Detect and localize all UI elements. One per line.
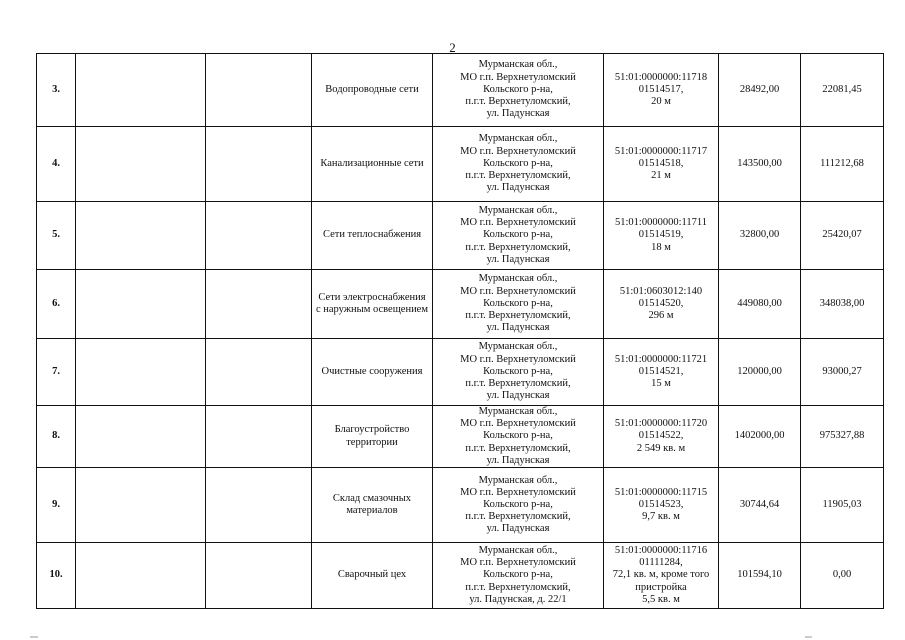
address-cell-line: ул. Падунская [486, 454, 550, 466]
cadastral-cell [604, 270, 719, 339]
address-cell-line: МО г.п. Верхнетуломский [460, 353, 576, 365]
book-value-cell: 143500,00 [719, 127, 801, 202]
cadastral-cell [604, 468, 719, 543]
empty-cell [76, 54, 206, 127]
object-name-cell: Канализационные сети [312, 127, 433, 202]
empty-cell [206, 202, 312, 270]
address-cell-line: п.г.т. Верхнетуломский, [465, 96, 571, 108]
address-cell-line: п.г.т. Верхнетуломский, [465, 511, 571, 523]
address-cell-line: МО г.п. Верхнетуломский [460, 486, 576, 498]
address-cell-line: Кольского р-на, [483, 297, 553, 309]
table-row [37, 406, 884, 468]
address-cell-line: ул. Падунская [486, 390, 550, 402]
cadastral-cell-line: 01514518, [638, 157, 684, 169]
address-cell [433, 406, 604, 468]
book-value-cell: 449080,00 [719, 270, 801, 339]
address-cell-line: Мурманская обл., [478, 204, 558, 216]
cadastral-cell-line: 51:01:0000000:11720 [614, 418, 708, 430]
address-cell-line: МО г.п. Верхнетуломский [460, 145, 576, 157]
cadastral-cell-line: 9,7 кв. м [642, 511, 680, 523]
cadastral-cell-line: 01514517, [638, 83, 684, 95]
row-number-cell: 5. [37, 202, 76, 270]
table-row [37, 468, 884, 543]
object-name-cell: Водопроводные сети [312, 54, 433, 127]
address-cell-line: Мурманская обл., [478, 406, 558, 417]
property-register-table [36, 53, 884, 609]
empty-cell [206, 406, 312, 468]
address-cell-line: ул. Падунская [486, 182, 550, 194]
address-cell-line: Мурманская обл., [478, 474, 558, 486]
empty-cell [76, 543, 206, 609]
address-cell-line: п.г.т. Верхнетуломский, [465, 170, 571, 182]
book-value-cell: 1402000,00 [719, 406, 801, 468]
cadastral-cell-line: 51:01:0603012:140 [619, 285, 703, 297]
cadastral-cell [604, 406, 719, 468]
empty-cell [76, 468, 206, 543]
table-row [37, 54, 884, 127]
address-cell [433, 543, 604, 609]
page-number: 2 [449, 40, 456, 55]
address-cell-line: Кольского р-на, [483, 569, 553, 581]
address-cell-line: Мурманская обл., [478, 133, 558, 145]
cadastral-cell [604, 202, 719, 270]
address-cell-line: п.г.т. Верхнетуломский, [465, 310, 571, 322]
cadastral-cell-line: 296 м [648, 310, 674, 322]
book-value-cell: 28492,00 [719, 54, 801, 127]
cadastral-cell [604, 339, 719, 406]
cadastral-cell-line: 01111284, [639, 557, 683, 569]
address-cell-line: ул. Падунская, д. 22/1 [469, 593, 567, 605]
book-value-cell: 101594,10 [719, 543, 801, 609]
cadastral-cell-line: 51:01:0000000:11716 [614, 545, 708, 556]
cadastral-cell [604, 543, 719, 609]
empty-cell [76, 339, 206, 406]
address-cell [433, 54, 604, 127]
cadastral-cell [604, 127, 719, 202]
address-cell-line: МО г.п. Верхнетуломский [460, 71, 576, 83]
object-name-cell: Благоустройство территории [312, 406, 433, 468]
address-cell-line: Кольского р-на, [483, 498, 553, 510]
address-cell [433, 468, 604, 543]
table-body [37, 54, 884, 609]
address-cell-line: п.г.т. Верхнетуломский, [465, 241, 571, 253]
cadastral-cell-line: пристройка [635, 581, 687, 593]
empty-cell [76, 406, 206, 468]
address-cell-line: ул. Падунская [486, 322, 550, 334]
scan-edge-marks [0, 632, 905, 640]
cadastral-cell-line: 21 м [651, 170, 671, 182]
residual-value-cell: 25420,07 [801, 202, 884, 270]
object-name-cell: Сети теплоснабжения [312, 202, 433, 270]
cadastral-cell-line: 51:01:0000000:11717 [614, 145, 708, 157]
residual-value-cell: 93000,27 [801, 339, 884, 406]
table-row [37, 202, 884, 270]
address-cell [433, 270, 604, 339]
residual-value-cell: 975327,88 [801, 406, 884, 468]
cadastral-cell-line: 51:01:0000000:11721 [614, 353, 708, 365]
residual-value-cell: 111212,68 [801, 127, 884, 202]
address-cell-line: Кольского р-на, [483, 229, 553, 241]
address-cell-line: МО г.п. Верхнетуломский [460, 285, 576, 297]
object-name-cell: Сети электроснабжения с наружным освещением [312, 270, 433, 339]
empty-cell [76, 270, 206, 339]
residual-value-cell: 22081,45 [801, 54, 884, 127]
address-cell-line: Кольского р-на, [483, 83, 553, 95]
address-cell-line: Кольского р-на, [483, 365, 553, 377]
empty-cell [206, 543, 312, 609]
object-name-cell: Сварочный цех [312, 543, 433, 609]
book-value-cell: 30744,64 [719, 468, 801, 543]
row-number-cell: 9. [37, 468, 76, 543]
row-number-cell: 8. [37, 406, 76, 468]
address-cell [433, 127, 604, 202]
cadastral-cell-line: 51:01:0000000:11711 [615, 217, 707, 229]
address-cell-line: ул. Падунская [486, 108, 550, 120]
cadastral-cell-line: 72,1 кв. м, кроме того [612, 569, 710, 581]
cadastral-cell-line: 01514523, [638, 498, 684, 510]
address-cell-line: ул. Падунская [486, 523, 550, 535]
residual-value-cell: 348038,00 [801, 270, 884, 339]
cadastral-cell-line: 01514522, [638, 430, 684, 442]
cadastral-cell-line: 20 м [651, 96, 671, 108]
cadastral-cell [604, 54, 719, 127]
address-cell-line: п.г.т. Верхнетуломский, [465, 442, 571, 454]
address-cell [433, 339, 604, 406]
address-cell-line: п.г.т. Верхнетуломский, [465, 378, 571, 390]
cadastral-cell-line: 51:01:0000000:11718 [614, 71, 708, 83]
row-number-cell: 10. [37, 543, 76, 609]
cadastral-cell-line: 5,5 кв. м [642, 593, 680, 605]
table-row [37, 339, 884, 406]
table-row [37, 270, 884, 339]
object-name-cell: Склад смазочных материалов [312, 468, 433, 543]
address-cell [433, 202, 604, 270]
cadastral-cell-line: 2 549 кв. м [636, 442, 686, 454]
cadastral-cell-line: 01514521, [638, 365, 684, 377]
empty-cell [76, 202, 206, 270]
row-number-cell: 3. [37, 54, 76, 127]
cadastral-cell-line: 01514519, [638, 229, 684, 241]
table-row [37, 543, 884, 609]
row-number-cell: 6. [37, 270, 76, 339]
object-name-cell: Очистные сооружения [312, 339, 433, 406]
residual-value-cell: 0,00 [801, 543, 884, 609]
address-cell-line: п.г.т. Верхнетуломский, [465, 581, 571, 593]
empty-cell [206, 127, 312, 202]
cadastral-cell-line: 15 м [651, 378, 671, 390]
address-cell-line: Мурманская обл., [478, 341, 558, 353]
address-cell-line: МО г.п. Верхнетуломский [460, 217, 576, 229]
address-cell-line: Мурманская обл., [478, 59, 558, 71]
address-cell-line: МО г.п. Верхнетуломский [460, 557, 576, 569]
address-cell-line: Мурманская обл., [478, 545, 558, 556]
row-number-cell: 4. [37, 127, 76, 202]
cadastral-cell-line: 01514520, [638, 297, 684, 309]
address-cell-line: МО г.п. Верхнетуломский [460, 418, 576, 430]
empty-cell [206, 270, 312, 339]
empty-cell [76, 127, 206, 202]
residual-value-cell: 11905,03 [801, 468, 884, 543]
empty-cell [206, 468, 312, 543]
address-cell-line: Кольского р-на, [483, 430, 553, 442]
book-value-cell: 32800,00 [719, 202, 801, 270]
empty-cell [206, 54, 312, 127]
cadastral-cell-line: 51:01:0000000:11715 [614, 486, 708, 498]
address-cell-line: Мурманская обл., [478, 273, 558, 285]
book-value-cell: 120000,00 [719, 339, 801, 406]
cadastral-cell-line: 18 м [651, 241, 671, 253]
row-number-cell: 7. [37, 339, 76, 406]
table-row [37, 127, 884, 202]
address-cell-line: ул. Падунская [486, 253, 550, 265]
address-cell-line: Кольского р-на, [483, 157, 553, 169]
empty-cell [206, 339, 312, 406]
